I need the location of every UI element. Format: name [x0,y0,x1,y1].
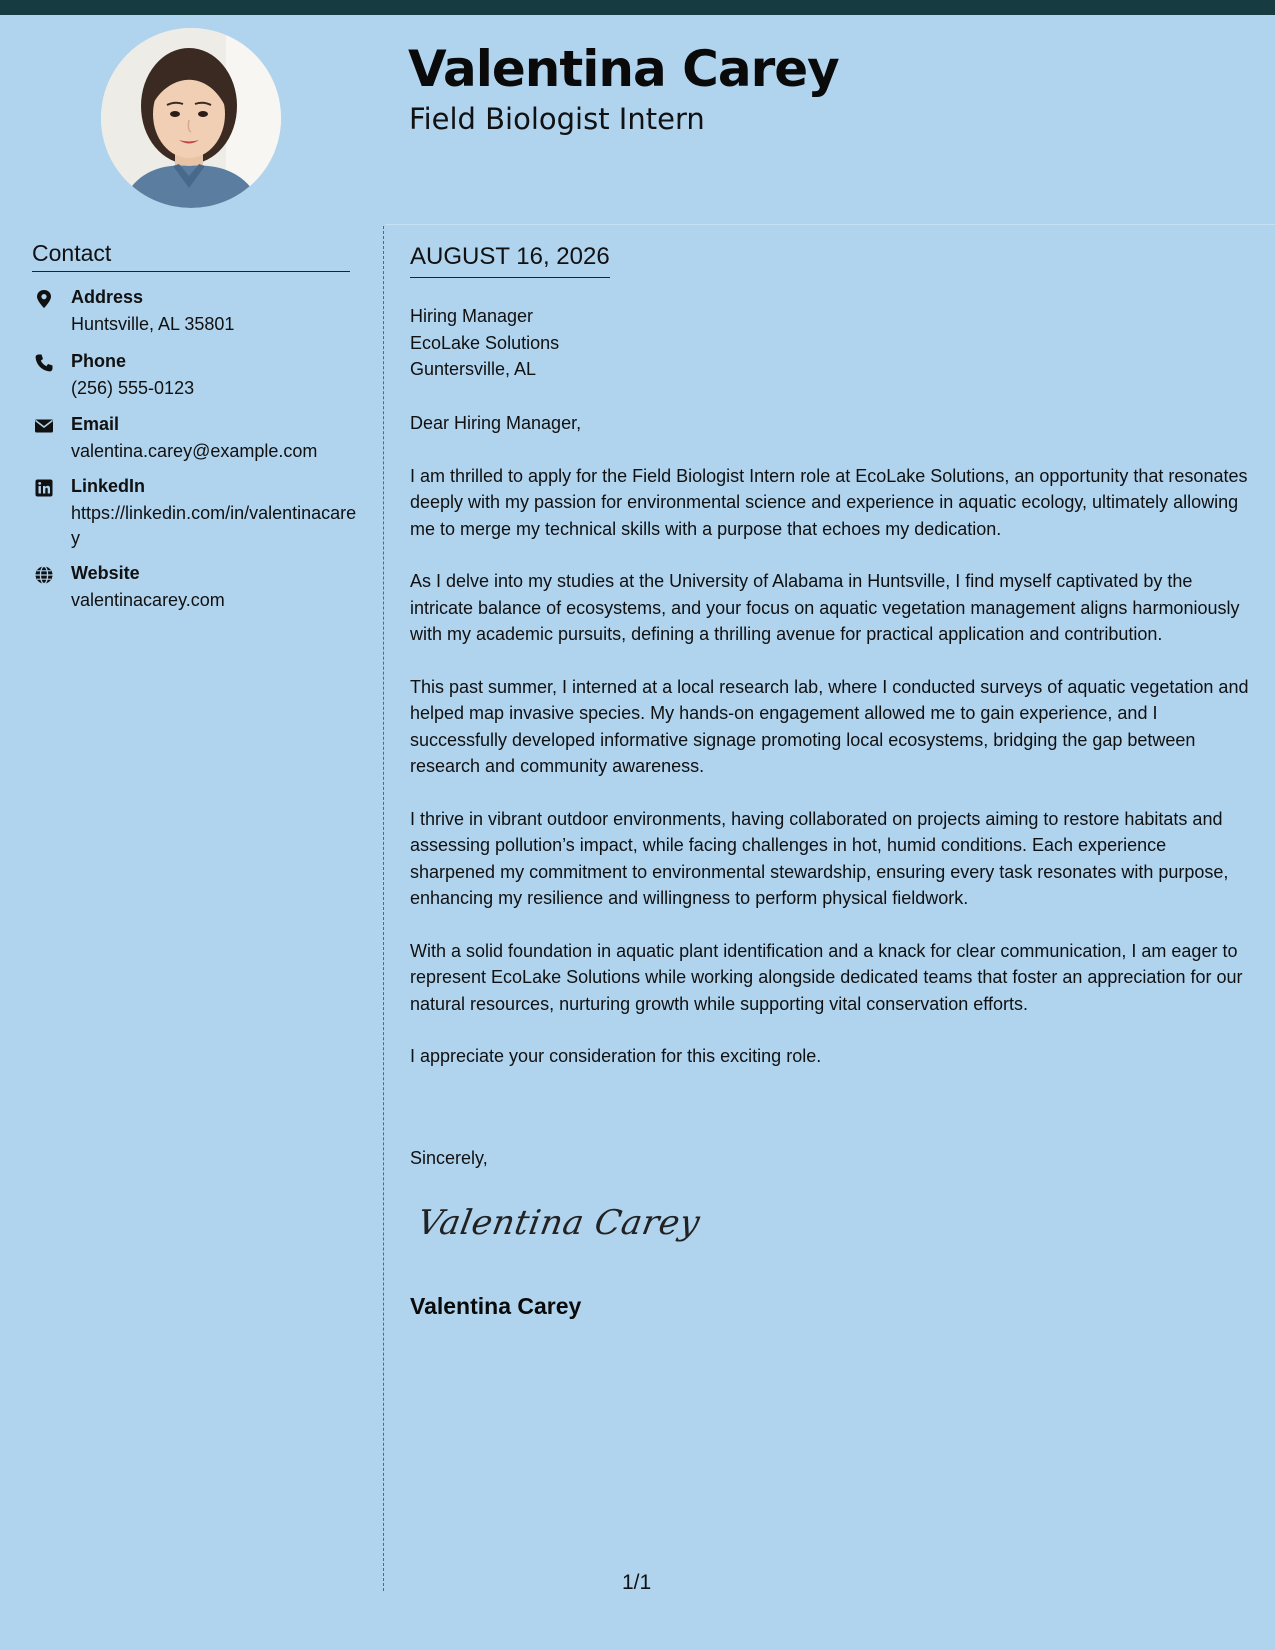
contact-label: LinkedIn [71,476,146,496]
recipient-company: EcoLake Solutions [410,332,560,353]
signature: Valentina Carey [414,1203,704,1243]
letter-paragraph: I thrive in vibrant outdoor environments, having collaborated on projects aiming to restore habitats and assessing pollution’s impact, while facing challenges in hot, humid conditions. Each experience sharpened my commitment to environmental stewardship, ensuring every task resonates with purpose, enhancing my resilience and willingness to perform physical fieldwork. [410,808,1229,908]
contact-value[interactable]: https://linkedin.com/in/valentinacarey [71,503,357,548]
job-title: Field Biologist Intern [409,102,705,136]
letter-date: AUGUST 16, 2026 [410,243,610,278]
letter-paragraph: With a solid foundation in aquatic plant identification and a knack for clear communication, I am eager to represent EcoLake Solutions while working alongside dedicated teams that foster an appreciation for our natural resources, nurturing growth while supporting vital conservation efforts. [410,940,1243,1014]
top-accent-bar [0,0,1275,15]
contact-label: Website [71,563,140,583]
contact-value[interactable]: valentinacarey.com [71,590,225,610]
contact-value[interactable]: (256) 555-0123 [71,378,195,398]
column-divider [383,226,384,1591]
contact-label: Address [71,287,144,307]
letter-paragraph: This past summer, I interned at a local research lab, where I conducted surveys of aquatic vegetation and helped map invasive species. My hands-on engagement allowed me to gain experience, and I successfully developed informative signage promoting local ecosystems, bridging the gap between research and community awareness. [410,676,1249,776]
letter-paragraph: As I delve into my studies at the University of Alabama in Huntsville, I find myself captivated by the intricate balance of ecosystems, and your focus on aquatic vegetation management aligns harmoniously with my academic pursuits, defining a thrilling avenue for practical application and contribution. [410,571,1240,644]
envelope-icon [34,416,54,436]
location-pin-icon [34,289,54,309]
contact-value[interactable]: valentina.carey@example.com [71,441,318,461]
recipient-location: Guntersville, AL [410,359,537,379]
phone-icon [34,353,54,373]
applicant-name: Valentina Carey [408,40,839,98]
salutation: Dear Hiring Manager, [410,413,582,433]
letter-paragraph: I appreciate your consideration for this exciting role. [410,1046,822,1066]
letter-body [410,410,1250,1096]
closing: Sincerely, [410,1148,488,1168]
contact-heading: Contact [32,240,350,272]
signed-name: Valentina Carey [410,1293,582,1319]
profile-photo [101,28,281,208]
letter-paragraph: I am thrilled to apply for the Field Biologist Intern role at EcoLake Solutions, an opportunity that resonates deeply with my passion for environmental science and experience in aquatic ecology, ultimately allowing me to merge my technical skills with a purpose that echoes my dedication. [410,465,1248,539]
contact-label: Email [71,414,120,434]
recipient-name: Hiring Manager [410,306,534,326]
contact-label: Phone [71,351,127,371]
contact-value: Huntsville, AL 35801 [71,314,235,334]
recipient-block [410,303,559,383]
globe-icon [34,565,54,585]
page-number: 1/1 [622,1571,652,1594]
linkedin-icon [34,478,54,498]
header-divider [385,224,1275,225]
